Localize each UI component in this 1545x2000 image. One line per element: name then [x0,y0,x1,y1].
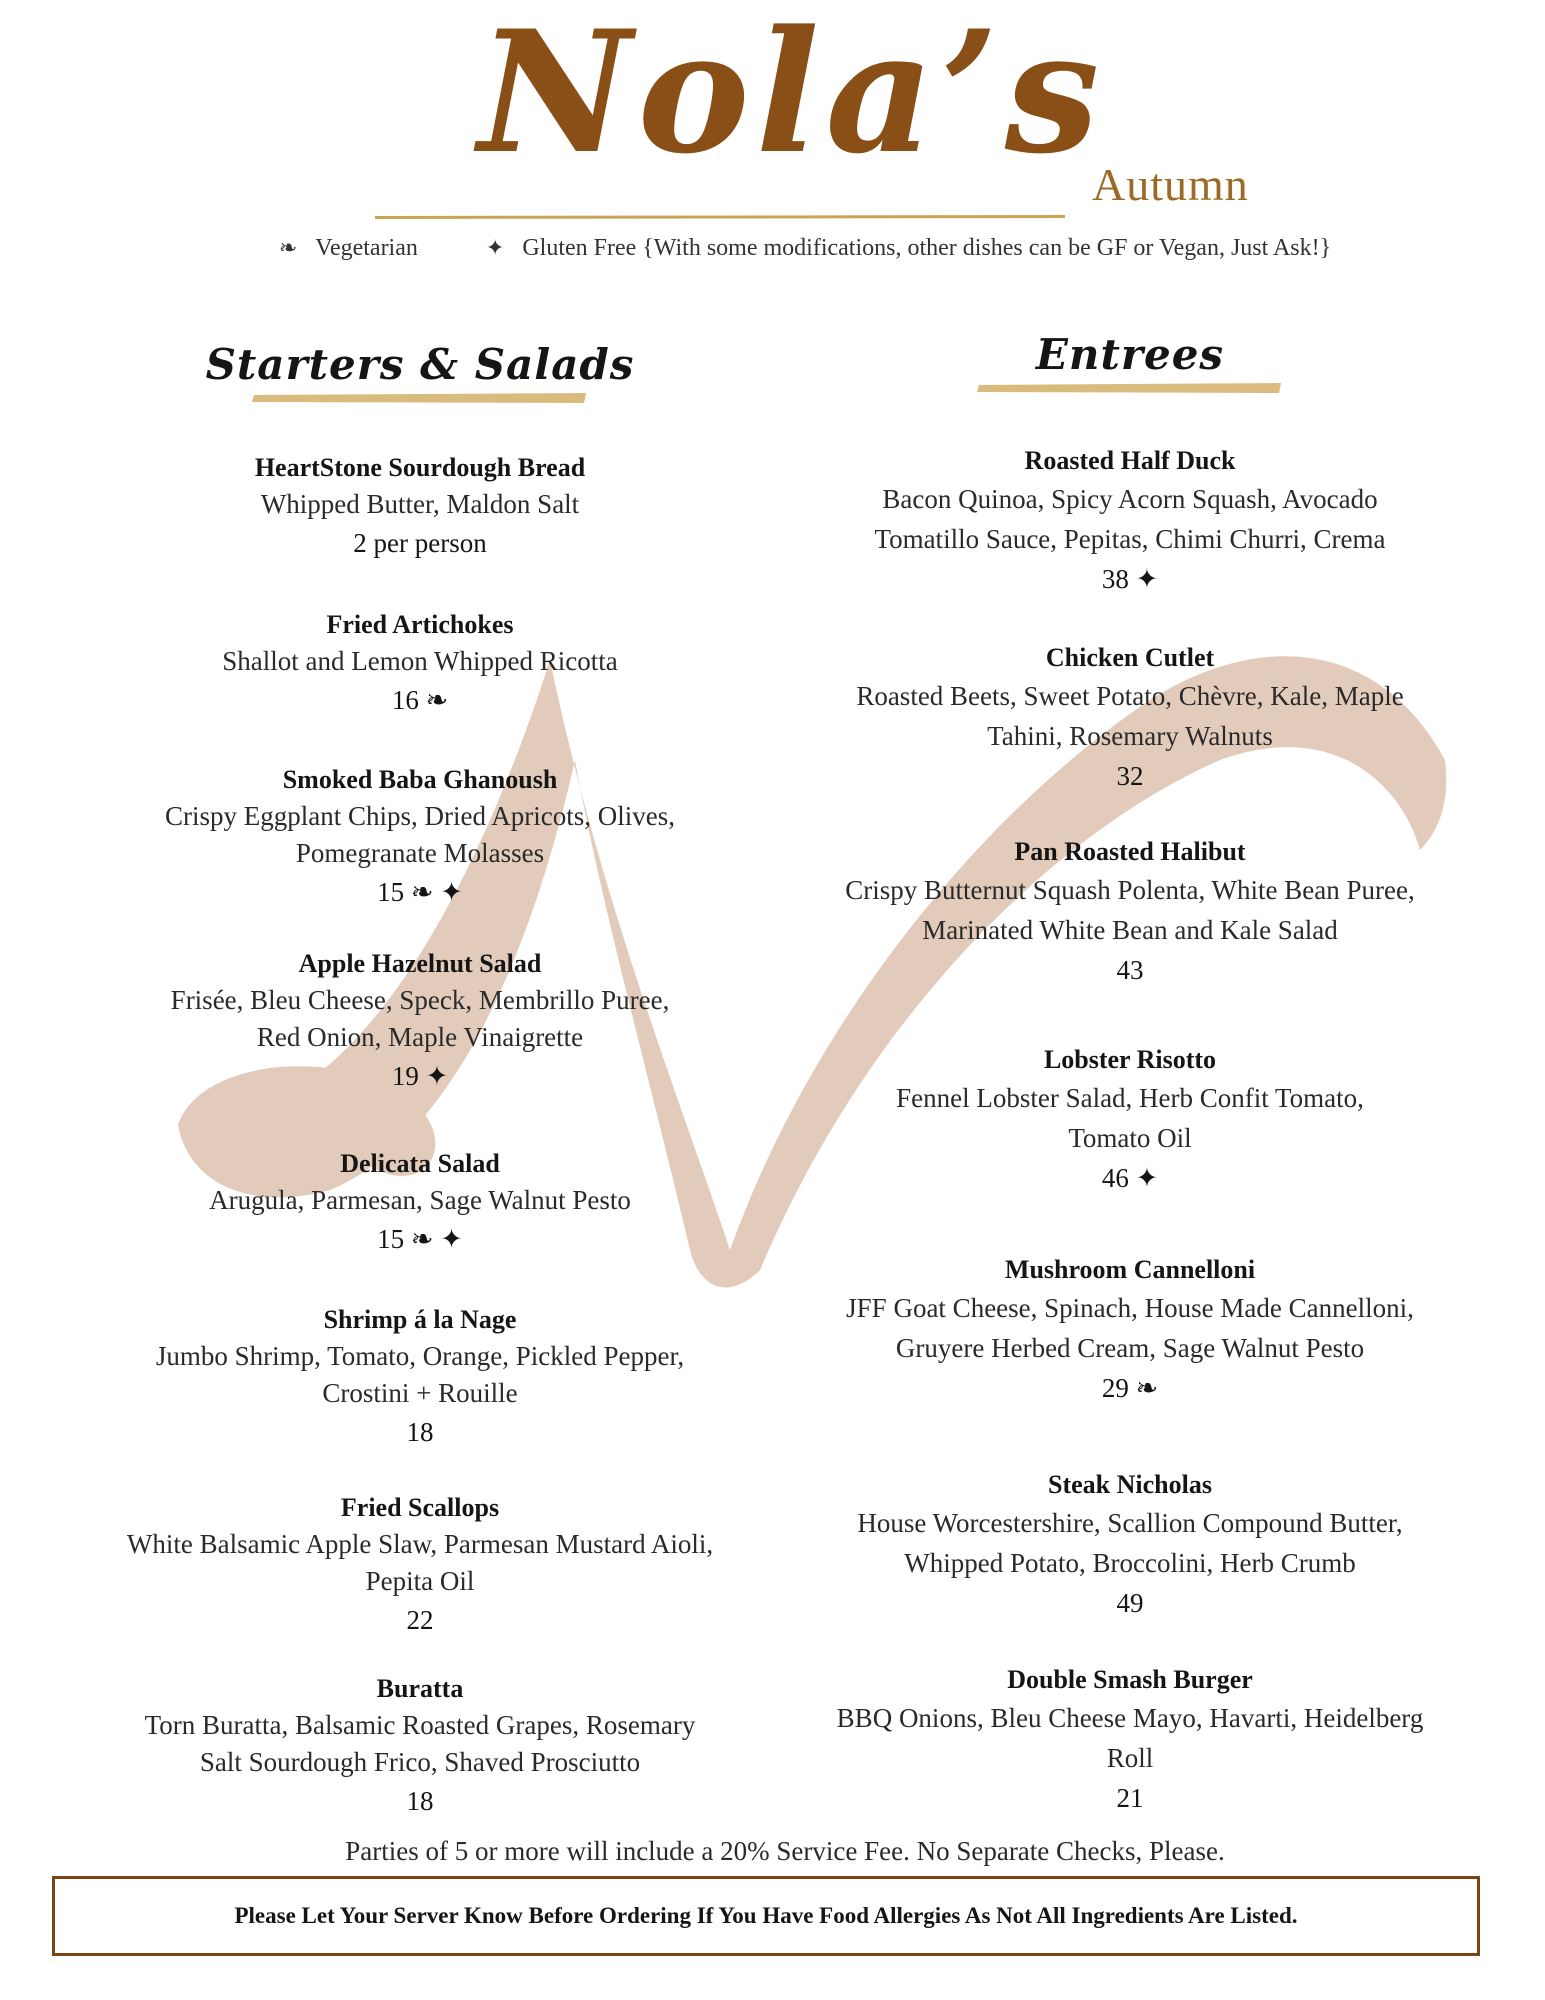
item-desc: Whipped Potato, Broccolini, Herb Crumb [904,1548,1356,1578]
item-price: 16 ❧ [391,685,449,715]
item-name: Steak Nicholas [1048,1470,1212,1499]
item-desc: Whipped Butter, Maldon Salt [260,489,580,519]
item-desc: Jumbo Shrimp, Tomato, Orange, Pickled Pepper, [155,1341,685,1371]
item-desc: Frisée, Bleu Cheese, Speck, Membrillo Puree, [170,985,670,1015]
item-desc: Marinated White Bean and Kale Salad [922,915,1338,945]
season-label: Autumn [1092,159,1249,210]
item-desc: Crispy Butternut Squash Polenta, White Bean Puree, [845,875,1415,905]
item-name: Mushroom Cannelloni [1004,1255,1256,1284]
item-price: 38 ✦ [1101,564,1159,594]
item-desc: Tahini, Rosemary Walnuts [987,721,1273,751]
menu-item [80,1302,760,1452]
item-desc: Gruyere Herbed Cream, Sage Walnut Pesto [895,1333,1365,1363]
item-price: 49 [1116,1588,1144,1618]
item-desc: Salt Sourdough Frico, Shaved Prosciutto [199,1747,641,1777]
item-desc: Shallot and Lemon Whipped Ricotta [222,646,618,676]
service-fee-note: Parties of 5 or more will include a 20% Service Fee. No Separate Checks, Please. [345,1836,1225,1866]
item-price: 18 [406,1786,434,1816]
dietary-legend [0,235,1545,262]
entrees-heading: Entrees [1035,330,1225,379]
item-price: 2 per person [353,528,487,558]
item-price: 18 [406,1417,434,1447]
menu-item [80,607,760,720]
menu-item [780,834,1480,990]
item-price: 46 ✦ [1101,1163,1159,1193]
item-desc: Roll [1106,1743,1154,1773]
item-desc: Bacon Quinoa, Spicy Acorn Squash, Avocado [882,484,1378,514]
item-price: 43 [1116,955,1144,985]
menu-item [80,1671,760,1821]
item-name: Buratta [376,1674,464,1703]
item-price: 22 [406,1605,434,1635]
item-name: Lobster Risotto [1043,1045,1217,1074]
starters-heading-block [80,340,760,405]
vegetarian-icon: ❧ [278,235,298,260]
item-desc: Torn Buratta, Balsamic Roasted Grapes, Rosemary [144,1710,696,1740]
gluten-free-legend [480,235,1337,261]
item-name: Roasted Half Duck [1024,446,1236,475]
item-price: 15 ❧ ✦ [377,1224,463,1254]
item-price: 32 [1116,761,1144,791]
item-price: 29 ❧ [1101,1373,1159,1403]
header [0,0,1545,240]
item-price: 21 [1116,1783,1144,1813]
item-name: Fried Scallops [340,1493,500,1522]
item-name: HeartStone Sourdough Bread [254,453,586,482]
vegetarian-legend [273,235,430,261]
starters-heading-underline [250,391,590,405]
menu-item [80,762,760,912]
gluten-free-icon: ✦ [485,235,505,260]
menu-item [780,640,1480,796]
menu-item [780,443,1480,599]
item-price: 15 ❧ ✦ [377,877,463,907]
logo-wordmark: Nola’s [478,0,1106,191]
item-desc: House Worcestershire, Scallion Compound Butter, [857,1508,1403,1538]
menu-item [780,1662,1480,1818]
item-desc: Red Onion, Maple Vinaigrette [256,1022,584,1052]
menu-item [80,1146,760,1259]
item-name: Apple Hazelnut Salad [298,949,542,978]
item-name: Delicata Salad [340,1149,500,1178]
item-desc: Pepita Oil [365,1566,475,1596]
allergy-notice-box [52,1876,1480,1956]
menu-item [780,1042,1480,1198]
logo-underline [375,211,1065,221]
menu-item [80,450,760,563]
allergy-notice-text: Please Let Your Server Know Before Ordering If You Have Food Allergies As Not All Ingredients Are Listed. [234,1903,1298,1928]
menu-item [780,1467,1480,1623]
item-name: Fried Artichokes [326,610,514,639]
menu-item [80,946,760,1096]
item-name: Chicken Cutlet [1045,643,1215,672]
item-desc: White Balsamic Apple Slaw, Parmesan Mustard Aioli, [126,1529,714,1559]
item-desc: Tomato Oil [1068,1123,1192,1153]
item-desc: Crispy Eggplant Chips, Dried Apricots, Olives, [165,801,675,831]
item-desc: BBQ Onions, Bleu Cheese Mayo, Havarti, Heidelberg [836,1703,1424,1733]
item-price: 19 ✦ [391,1061,449,1091]
menu-item [780,1252,1480,1408]
vegetarian-label: Vegetarian [315,235,418,261]
item-desc: Arugula, Parmesan, Sage Walnut Pesto [209,1185,631,1215]
item-name: Smoked Baba Ghanoush [282,765,558,794]
item-name: Double Smash Burger [1007,1665,1253,1694]
item-desc: JFF Goat Cheese, Spinach, House Made Cannelloni, [846,1293,1414,1323]
item-desc: Pomegranate Molasses [295,838,545,868]
entrees-heading-block [780,330,1480,395]
item-desc: Tomatillo Sauce, Pepitas, Chimi Churri, Crema [874,524,1386,554]
item-desc: Fennel Lobster Salad, Herb Confit Tomato, [896,1083,1364,1113]
starters-heading: Starters & Salads [205,340,635,389]
menu-item [80,1490,760,1640]
item-desc: Roasted Beets, Sweet Potato, Chèvre, Kale, Maple [856,681,1404,711]
item-desc: Crostini + Rouille [322,1378,518,1408]
gluten-free-label: Gluten Free {With some modifications, other dishes can be GF or Vegan, Just Ask!} [522,235,1332,261]
entrees-heading-underline [975,381,1285,395]
item-name: Shrimp á la Nage [323,1305,517,1334]
item-name: Pan Roasted Halibut [1014,837,1246,866]
